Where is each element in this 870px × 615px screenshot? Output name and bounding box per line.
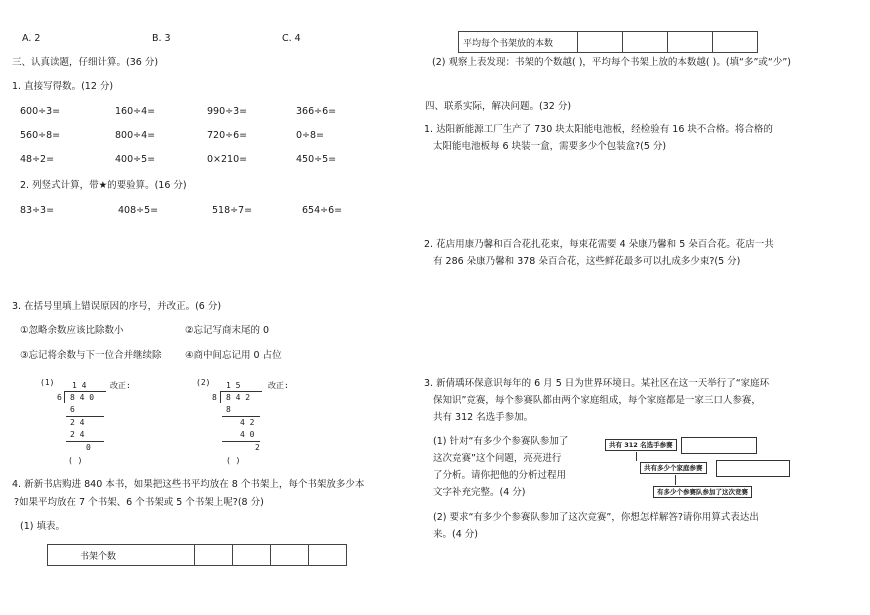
- division-bracket: [64, 391, 65, 403]
- q4-sub2: (2) 观察上表发现：书架的个数越( )，平均每个书架上放的本数越( )。(填“多”或“少”): [432, 57, 791, 68]
- diagram-blank-box[interactable]: [681, 437, 757, 454]
- table-header-cell: 书架个数: [48, 545, 195, 566]
- vertical-calc-item: 83÷3=: [20, 205, 55, 216]
- problem-text: 保知识”竞赛，每个参赛队都由两个家庭组成，每个家庭都是一家三口人参赛，: [433, 395, 761, 406]
- q1-title: 1. 直接写得数。(12 分): [12, 81, 114, 92]
- sub-question-text: (2) 要求“有多少个参赛队参加了这次竞赛”，你想怎样解答?请你用算式表达出: [433, 512, 759, 523]
- table-input-cell[interactable]: [309, 545, 347, 566]
- calc-item: 800÷4=: [115, 130, 156, 141]
- calc-item: 48÷2=: [20, 154, 55, 165]
- vertical-calc-item: 518÷7=: [212, 205, 253, 216]
- diagram-box-teams: 有多少个参赛队参加了这次竞赛: [653, 486, 752, 498]
- answer-paren: ( ): [226, 456, 241, 465]
- divisor: 8: [212, 393, 217, 402]
- problem-label: (2): [196, 378, 211, 387]
- problem-label: (1): [40, 378, 55, 387]
- q2-title: 2. 列竖式计算，带★的要验算。(16 分): [20, 180, 187, 191]
- table-input-cell[interactable]: [623, 32, 668, 53]
- dividend: 8 4 2: [226, 393, 251, 402]
- reason-item: ④商中间忘记用 0 占位: [185, 350, 282, 361]
- fix-label: 改正:: [268, 381, 289, 390]
- calc-item: 450÷5=: [296, 154, 337, 165]
- vertical-calc-item: 408÷5=: [118, 205, 159, 216]
- problem-text: 有 286 朵康乃馨和 378 朵百合花，这些鲜花最多可以扎成多少束?(5 分): [433, 256, 741, 267]
- calc-item: 400÷5=: [115, 154, 156, 165]
- calc-item: 0÷8=: [296, 130, 325, 141]
- sub-question-text: 文字补充完整。(4 分): [433, 487, 526, 498]
- problem-text: 1. 达阳新能源工厂生产了 730 块太阳能电池板，经检验有 16 块不合格。将合格的: [424, 124, 773, 135]
- choice-b: B. 3: [152, 33, 171, 44]
- calc-item: 720÷6=: [207, 130, 248, 141]
- connector-line: [675, 475, 676, 485]
- division-bracket: [220, 391, 221, 403]
- step: 6: [70, 405, 75, 414]
- fill-table-books: [458, 31, 758, 53]
- vertical-calc-item: 654÷6=: [302, 205, 343, 216]
- table-input-cell[interactable]: [668, 32, 713, 53]
- answer-paren: ( ): [68, 456, 83, 465]
- reason-item: ①忽略余数应该比除数小: [20, 325, 124, 336]
- calc-item: 160÷4=: [115, 106, 156, 117]
- step: 2 4: [70, 418, 85, 427]
- step: 0: [86, 443, 91, 452]
- q3-title: 3. 在括号里填上错误原因的序号，并改正。(6 分): [12, 301, 222, 312]
- step: 4 0: [240, 430, 255, 439]
- problem-text: 2. 花店用康乃馨和百合花扎花束，每束花需要 4 朵康乃馨和 5 朵百合花。花店一共: [424, 239, 774, 250]
- table-input-cell[interactable]: [195, 545, 233, 566]
- choice-c: C. 4: [282, 33, 301, 44]
- q4-sub1: (1) 填表。: [20, 521, 65, 532]
- step: 2: [255, 443, 260, 452]
- quotient: 1 5: [226, 381, 241, 390]
- step: 2 4: [70, 430, 85, 439]
- step-line: [66, 441, 104, 442]
- q4-text: 4. 新新书店购进 840 本书，如果把这些书平均放在 8 个书架上，每个书架放多少本: [12, 479, 365, 490]
- fix-label: 改正:: [110, 381, 131, 390]
- diagram-blank-box[interactable]: [716, 460, 790, 477]
- sub-question-text: 了分析。请你把他的分析过程用: [433, 470, 567, 481]
- reason-item: ③忘记将余数与下一位合并继续除: [20, 350, 162, 361]
- connector-line: [636, 452, 637, 461]
- sub-question-text: 这次竞赛”这个问题，亮亮进行: [433, 453, 562, 464]
- calc-item: 366÷6=: [296, 106, 337, 117]
- section4-heading: 四、联系实际，解决问题。(32 分): [425, 101, 572, 112]
- step: 8: [226, 405, 231, 414]
- step: 4 2: [240, 418, 255, 427]
- table-input-cell[interactable]: [271, 545, 309, 566]
- calc-item: 990÷3=: [207, 106, 248, 117]
- diagram-box-total: 共有 312 名选手参赛: [605, 439, 677, 451]
- divisor: 6: [57, 393, 62, 402]
- section3-heading: 三、认真读题，仔细计算。(36 分): [12, 57, 159, 68]
- calc-item: 560÷8=: [20, 130, 61, 141]
- q4-text: ?如果平均放在 7 个书架、6 个书架或 5 个书架上呢?(8 分): [14, 497, 264, 508]
- problem-text: 3. 新倩瑀环保意识每年的 6 月 5 日为世界环境日。某社区在这一天举行了“家庭环: [424, 378, 770, 389]
- table-header-cell: 平均每个书架放的本数: [459, 32, 578, 53]
- calc-item: 600÷3=: [20, 106, 61, 117]
- table-input-cell[interactable]: [713, 32, 758, 53]
- fill-table-shelves: [47, 544, 347, 566]
- problem-text: 太阳能电池板每 6 块装一盒，需要多少个包装盒?(5 分): [433, 141, 667, 152]
- table-input-cell[interactable]: [578, 32, 623, 53]
- dividend: 8 4 0: [70, 393, 95, 402]
- reason-item: ②忘记写商末尾的 0: [185, 325, 270, 336]
- calc-item: 0×210=: [207, 154, 248, 165]
- sub-question-text: 来。(4 分): [433, 529, 478, 540]
- quotient: 1 4: [72, 381, 87, 390]
- diagram-box-families: 共有多少个家庭参赛: [640, 462, 707, 474]
- choice-a: A. 2: [22, 33, 41, 44]
- table-input-cell[interactable]: [233, 545, 271, 566]
- sub-question-text: (1) 针对“有多少个参赛队参加了: [433, 436, 569, 447]
- problem-text: 共有 312 名选手参加。: [433, 412, 534, 423]
